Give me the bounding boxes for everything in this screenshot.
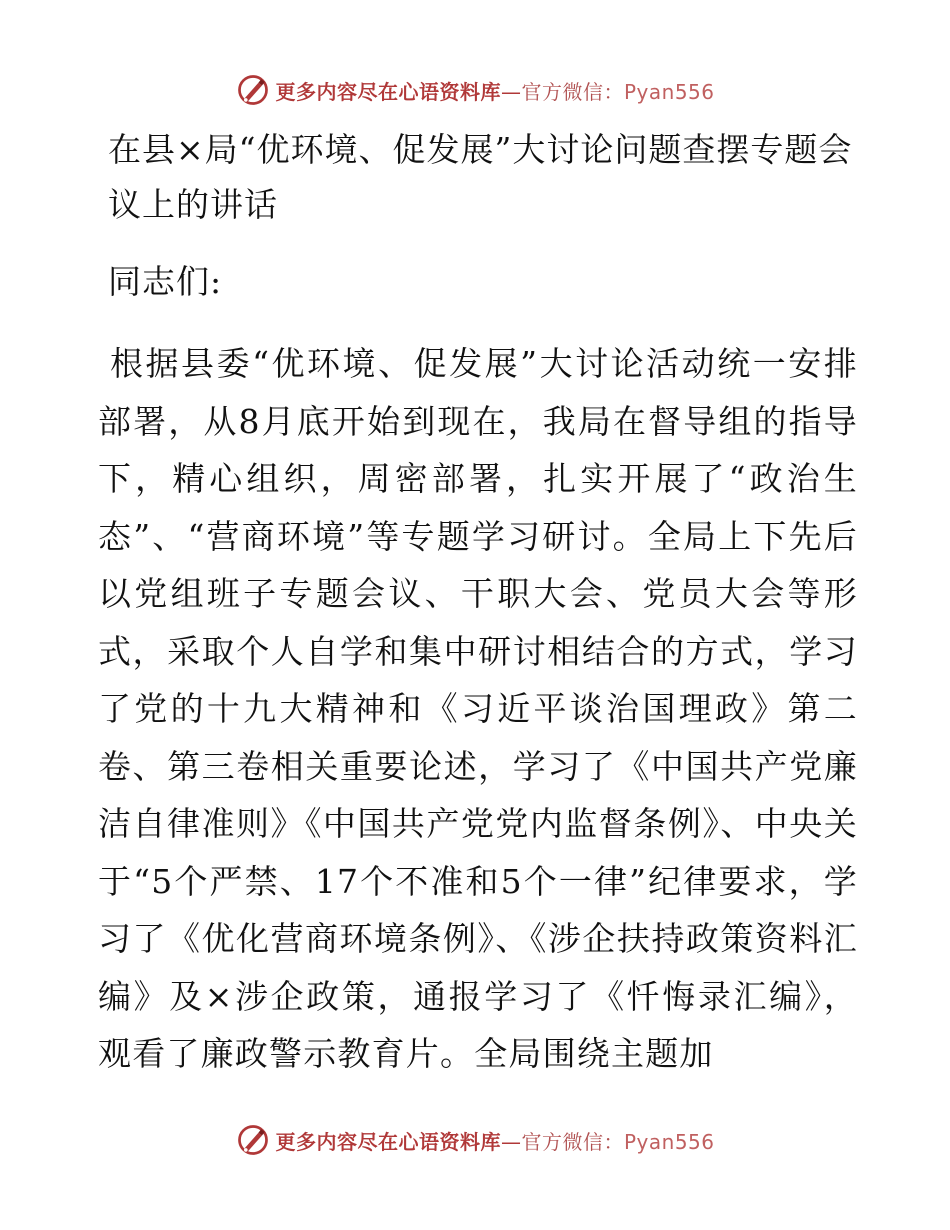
greeting: 同志们: <box>108 262 223 301</box>
watermark-main-text: 更多内容尽在心语资料库 <box>275 1129 501 1154</box>
watermark-separator: — <box>500 79 522 104</box>
document-title: 在县×局“优环境、促发展”大讨论问题查摆专题会议上的讲话 <box>108 130 853 224</box>
watermark-wechat-id: Pyan556 <box>623 1129 715 1154</box>
pen-circle-logo-icon <box>235 1122 271 1158</box>
document-body <box>98 122 858 1083</box>
watermark-wechat-label: 官方微信： <box>521 79 624 104</box>
watermark-wechat-label: 官方微信： <box>521 1129 624 1154</box>
header-watermark <box>0 70 950 110</box>
watermark-separator: — <box>500 1129 522 1154</box>
footer-watermark <box>0 1120 950 1160</box>
watermark-wechat-id: Pyan556 <box>623 79 715 104</box>
watermark-main-text: 更多内容尽在心语资料库 <box>275 79 501 104</box>
body-paragraph: 根据县委“优环境、促发展”大讨论活动统一安排部署，从8月底开始到现在，我局在督导组的指导下，精心组织，周密部署，扎实开展了“政治生态”、“营商环境”等专题学习研讨。全局上下先后以党组班子专题会议、干职大会、党员大会等形式，采取个人自学和集中研讨相结合的方式，学习了党的十九大精神和《习近平谈治国理政》第二卷、第三卷相关重要论述，学习了《中国共产党廉洁自律准则》《中国共产党党内监督条例》、中央关于“5个严禁、17个不准和5个一律”纪律要求，学习了《优化营商环境条例》、《涉企扶持政策资料汇编》及×涉企政策，通报学习了《忏悔录汇编》，观看了廉政警示教育片。全局围绕主题加 <box>98 344 858 1073</box>
pen-circle-logo-icon <box>235 72 271 108</box>
